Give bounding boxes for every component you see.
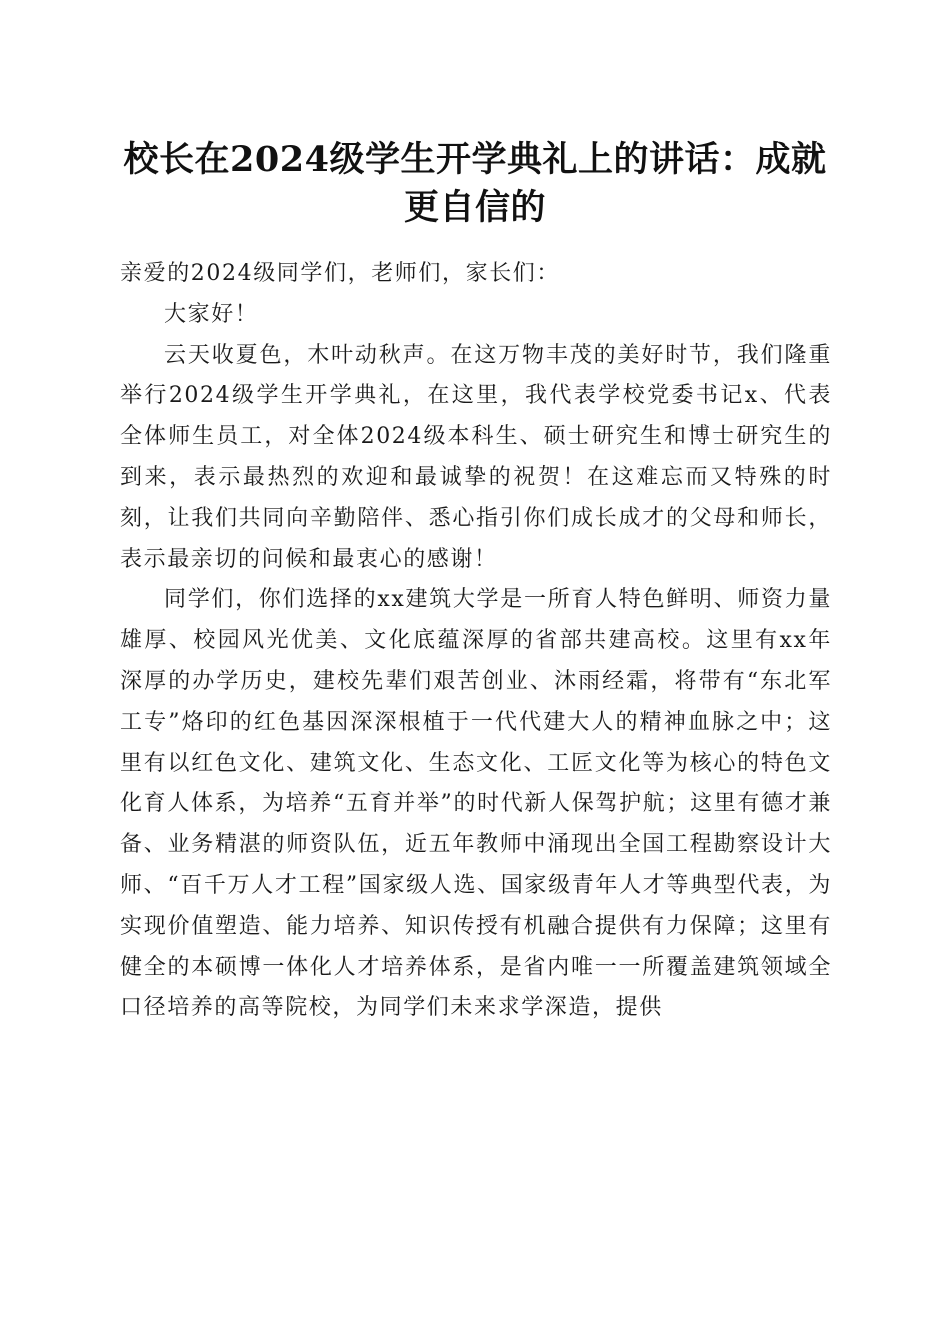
document-body [120,254,832,1029]
salutation-line: 亲爱的2024级同学们，老师们，家长们： [120,261,560,286]
paragraph-university-intro: 同学们，你们选择的xx建筑大学是一所育人特色鲜明、师资力量雄厚、校园风光优美、文化底蕴深厚的省部共建高校。这里有xx年深厚的办学历史，建校先辈们艰苦创业、沐雨经霜，将带有“东北军工专”烙印的红色基因深深根植于一代代建大人的精神血脉之中；这里有以红色文化、建筑文化、生态文化、工匠文化等为核心的特色文化育人体系，为培养“五育并举”的时代新人保驾护航；这里有德才兼备、业务精湛的师资队伍，近五年教师中涌现出全国工程勘察设计大师、“百千万人才工程”国家级人选、国家级青年人才等典型代表，为实现价值塑造、能力培养、知识传授有机融合提供有力保障；这里有健全的本硕博一体化人才培养体系，是省内唯一一所覆盖建筑领域全口径培养的高等院校，为同学们未来求学深造，提供 [120,587,832,1021]
greeting-line: 大家好！ [164,301,259,327]
paragraph-welcome: 云天收夏色，木叶动秋声。在这万物丰茂的美好时节，我们隆重举行2024级学生开学典礼，在这里，我代表学校党委书记x、代表全体师生员工，对全体2024级本科生、硕士研究生和博士研究生的到来，表示最热烈的欢迎和最诚挚的祝贺！在这难忘而又特殊的时刻，让我们共同向辛勤陪伴、悉心指引你们成长成才的父母和师长，表示最亲切的问候和最衷心的感谢！ [120,342,832,572]
document-title: 校长在2024级学生开学典礼上的讲话：成就更自信的 [123,139,827,228]
